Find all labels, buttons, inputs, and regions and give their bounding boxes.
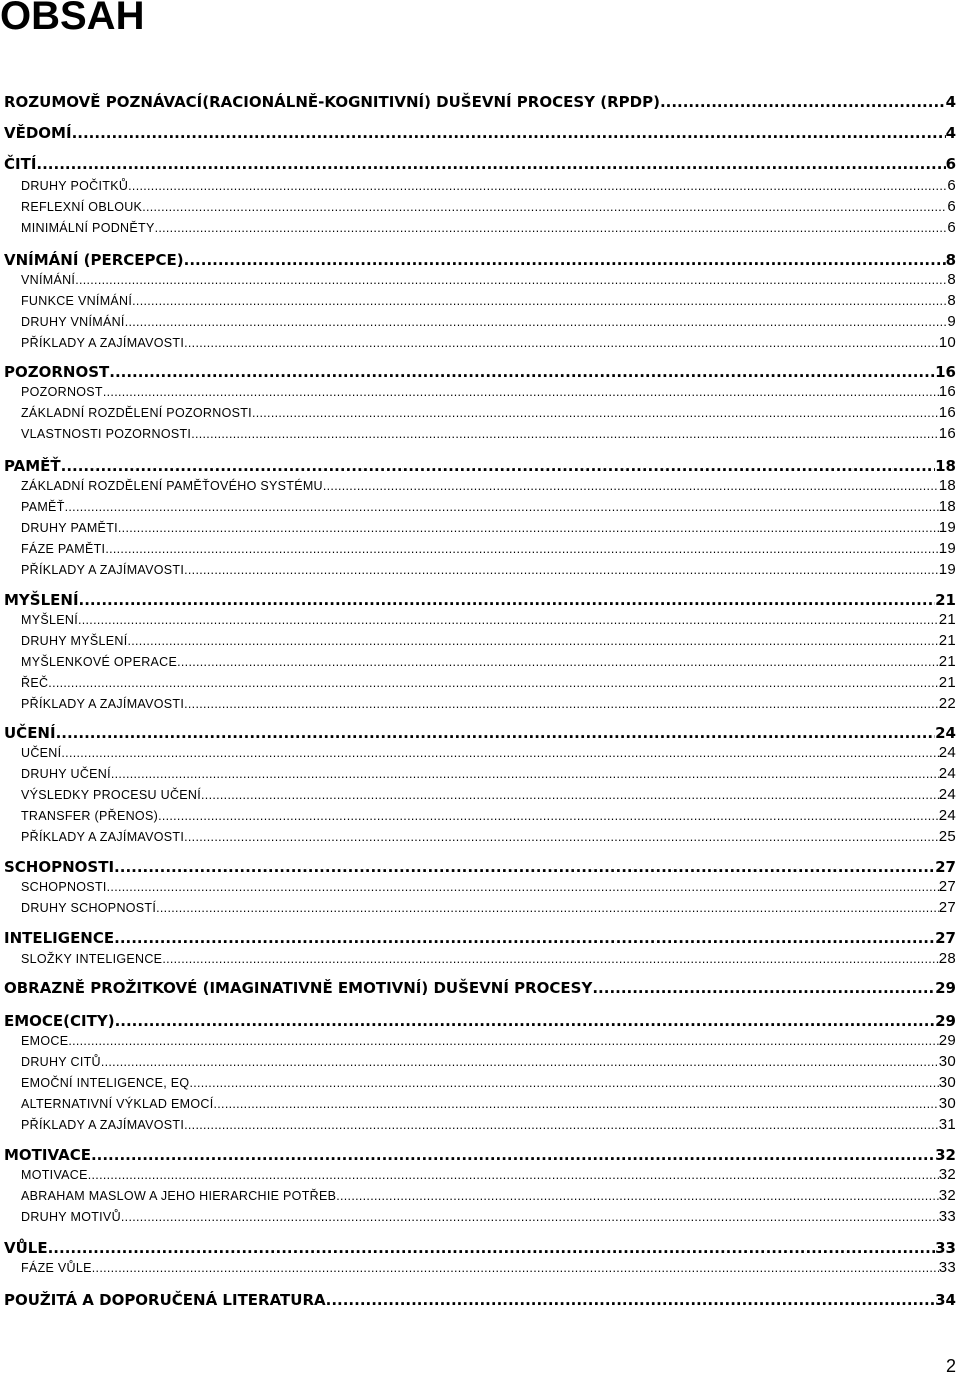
toc-section-entry[interactable]: [21, 561, 956, 579]
toc-chapter-entry[interactable]: [4, 590, 956, 610]
toc-leader-dots: [142, 198, 947, 216]
toc-leader-dots: [158, 807, 939, 825]
toc-section-entry[interactable]: [21, 1032, 956, 1050]
toc-leader-dots: [56, 723, 936, 743]
toc-leader-dots: [121, 1208, 939, 1226]
toc-section-entry[interactable]: [21, 292, 956, 310]
toc-entry-label: SCHOPNOSTI: [4, 858, 115, 876]
toc-entry-page: 19: [938, 561, 956, 578]
toc-entry-label: DRUHY SCHOPNOSTÍ: [21, 901, 157, 915]
toc-chapter-entry[interactable]: [4, 154, 956, 174]
toc-leader-dots: [92, 1259, 939, 1277]
toc-leader-dots: [323, 477, 939, 495]
toc-section-entry[interactable]: [21, 1095, 956, 1113]
toc-leader-dots: [252, 404, 939, 422]
toc-leader-dots: [114, 928, 935, 948]
toc-chapter-entry[interactable]: [4, 978, 956, 998]
toc-entry-page: 33: [935, 1239, 956, 1257]
toc-leader-dots: [48, 674, 938, 692]
toc-entry-label: DRUHY POČITKŮ: [21, 179, 129, 193]
toc-entry-page: 21: [938, 674, 956, 691]
toc-entry-page: 27: [938, 899, 956, 916]
toc-section-entry[interactable]: [21, 878, 956, 896]
toc-entry-label: FUNKCE VNÍMÁNÍ: [21, 294, 133, 308]
toc-section-entry[interactable]: [21, 653, 956, 671]
toc-entry-page: 31: [938, 1116, 956, 1133]
toc-leader-dots: [48, 1238, 936, 1258]
toc-entry-label: MOTIVACE: [21, 1168, 88, 1182]
toc-entry-label: VĚDOMÍ: [4, 124, 72, 142]
toc-section-entry[interactable]: [21, 899, 956, 917]
toc-section-entry[interactable]: [21, 765, 956, 783]
toc-entry-page: 25: [938, 828, 956, 845]
toc-entry-page: 30: [938, 1074, 956, 1091]
toc-leader-dots: [156, 899, 939, 917]
toc-entry-label: EMOCE(CITY): [4, 1012, 115, 1030]
toc-entry-label: EMOČNÍ INTELIGENCE, EQ: [21, 1076, 190, 1090]
toc-entry-label: ŘEČ: [21, 676, 49, 690]
toc-entry-label: FÁZE PAMĚTI: [21, 542, 106, 556]
toc-entry-label: PŘÍKLADY A ZAJÍMAVOSTI: [21, 697, 185, 711]
toc-entry-page: 6: [947, 177, 956, 194]
toc-entry-label: ABRAHAM MASLOW A JEHO HIERARCHIE POTŘEB: [21, 1189, 337, 1203]
toc-entry-label: PŘÍKLADY A ZAJÍMAVOSTI: [21, 1118, 185, 1132]
toc-entry-label: MYŠLENKOVÉ OPERACE: [21, 655, 178, 669]
toc-leader-dots: [177, 653, 939, 671]
toc-entry-page: 30: [938, 1053, 956, 1070]
toc-section-entry[interactable]: [21, 477, 956, 495]
toc-entry-label: PŘÍKLADY A ZAJÍMAVOSTI: [21, 563, 185, 577]
toc-entry-label: MINIMÁLNÍ PODNĚTY: [21, 221, 155, 235]
toc-section-entry[interactable]: [21, 313, 956, 331]
toc-entry-label: POUŽITÁ A DOPORUČENÁ LITERATURA: [4, 1291, 326, 1309]
toc-entry-page: 8: [945, 251, 956, 269]
toc-entry-page: 32: [938, 1187, 956, 1204]
toc-leader-dots: [201, 786, 939, 804]
toc-leader-dots: [72, 123, 946, 143]
toc-entry-page: 24: [938, 786, 956, 803]
toc-entry-label: DRUHY PAMĚTI: [21, 521, 118, 535]
toc-entry-label: FÁZE VŮLE: [21, 1261, 92, 1275]
page-title: OBSAH: [0, 0, 145, 38]
toc-entry-page: 18: [938, 477, 956, 494]
toc-entry-page: 16: [938, 383, 956, 400]
toc-leader-dots: [68, 1032, 938, 1050]
toc-section-entry[interactable]: [21, 219, 956, 237]
toc-leader-dots: [101, 1053, 939, 1071]
toc-section-entry[interactable]: [21, 198, 956, 216]
toc-leader-dots: [114, 857, 935, 877]
toc-entry-page: 29: [935, 1012, 956, 1030]
toc-section-entry[interactable]: [21, 632, 956, 650]
toc-entry-label: VŮLE: [4, 1239, 48, 1257]
toc-section-entry[interactable]: [21, 950, 956, 968]
toc-leader-dots: [189, 1074, 938, 1092]
toc-entry-page: 24: [938, 765, 956, 782]
toc-leader-dots: [105, 540, 938, 558]
toc-entry-label: OBRAZNĚ PROŽITKOVÉ (IMAGINATIVNĚ EMOTIVNÍ) DUŠEVNÍ PROCESY: [4, 979, 593, 997]
toc-entry-page: 10: [938, 334, 956, 351]
toc-leader-dots: [107, 878, 939, 896]
toc-leader-dots: [184, 334, 939, 352]
toc-entry-page: 32: [935, 1146, 956, 1164]
toc-entry-page: 27: [935, 929, 956, 947]
toc-leader-dots: [336, 1187, 938, 1205]
toc-chapter-entry[interactable]: [4, 1238, 956, 1258]
toc-leader-dots: [184, 695, 939, 713]
toc-leader-dots: [65, 498, 939, 516]
toc-entry-page: 33: [938, 1208, 956, 1225]
toc-leader-dots: [128, 177, 947, 195]
toc-leader-dots: [184, 250, 946, 270]
toc-entry-label: EMOCE: [21, 1034, 69, 1048]
toc-leader-dots: [75, 271, 947, 289]
toc-entry-page: 32: [938, 1166, 956, 1183]
toc-section-entry[interactable]: [21, 519, 956, 537]
toc-section-entry[interactable]: [21, 674, 956, 692]
toc-entry-page: 19: [938, 519, 956, 536]
toc-entry-label: VÝSLEDKY PROCESU UČENÍ: [21, 788, 202, 802]
toc-entry-label: PŘÍKLADY A ZAJÍMAVOSTI: [21, 830, 185, 844]
toc-section-entry[interactable]: [21, 425, 956, 443]
toc-entry-page: 33: [938, 1259, 956, 1276]
toc-chapter-entry[interactable]: [4, 928, 956, 948]
toc-entry-label: DRUHY MOTIVŮ: [21, 1210, 121, 1224]
toc-entry-page: 6: [947, 198, 956, 215]
toc-section-entry[interactable]: [21, 1259, 956, 1277]
toc-leader-dots: [214, 1095, 939, 1113]
toc-leader-dots: [78, 611, 939, 629]
toc-entry-page: 21: [935, 591, 956, 609]
toc-entry-page: 27: [938, 878, 956, 895]
toc-entry-page: 16: [938, 404, 956, 421]
toc-section-entry[interactable]: [21, 540, 956, 558]
toc-leader-dots: [184, 828, 939, 846]
toc-section-entry[interactable]: [21, 611, 956, 629]
toc-leader-dots: [79, 590, 936, 610]
toc-entry-label: VLASTNOSTI POZORNOSTI: [21, 427, 192, 441]
toc-entry-label: DRUHY UČENÍ: [21, 767, 111, 781]
toc-entry-page: 18: [938, 498, 956, 515]
toc-entry-label: REFLEXNÍ OBLOUK: [21, 200, 143, 214]
toc-section-entry[interactable]: [21, 404, 956, 422]
toc-entry-page: 8: [947, 271, 956, 288]
toc-section-entry[interactable]: [21, 498, 956, 516]
toc-entry-label: POZORNOST: [21, 385, 103, 399]
toc-entry-page: 21: [938, 611, 956, 628]
toc-entry-page: 4: [945, 93, 956, 111]
toc-entry-label: TRANSFER (PŘENOS): [21, 809, 159, 823]
toc-section-entry[interactable]: [21, 1208, 956, 1226]
toc-chapter-entry[interactable]: [4, 362, 956, 382]
toc-section-entry[interactable]: [21, 383, 956, 401]
toc-chapter-entry[interactable]: [4, 1145, 956, 1165]
toc-entry-label: UČENÍ: [21, 746, 62, 760]
toc-section-entry[interactable]: [21, 695, 956, 713]
toc-leader-dots: [132, 292, 947, 310]
toc-section-entry[interactable]: [21, 1166, 956, 1184]
toc-leader-dots: [191, 425, 938, 443]
toc-entry-label: DRUHY VNÍMÁNÍ: [21, 315, 125, 329]
toc-chapter-entry[interactable]: [4, 456, 956, 476]
toc-entry-page: 4: [945, 124, 956, 142]
toc-entry-page: 21: [938, 653, 956, 670]
toc-leader-dots: [162, 950, 938, 968]
toc-section-entry[interactable]: [21, 744, 956, 762]
toc-entry-page: 16: [935, 363, 956, 381]
toc-leader-dots: [61, 744, 938, 762]
toc-entry-label: UČENÍ: [4, 724, 56, 742]
toc-section-entry[interactable]: [21, 271, 956, 289]
toc-entry-label: ALTERNATIVNÍ VÝKLAD EMOCÍ: [21, 1097, 214, 1111]
toc-entry-label: POZORNOST: [4, 363, 110, 381]
toc-section-entry[interactable]: [21, 1116, 956, 1134]
toc-entry-label: PAMĚŤ: [4, 457, 61, 475]
toc-chapter-entry[interactable]: [4, 1011, 956, 1031]
toc-section-entry[interactable]: [21, 177, 956, 195]
toc-entry-label: PŘÍKLADY A ZAJÍMAVOSTI: [21, 336, 185, 350]
toc-leader-dots: [660, 92, 946, 112]
toc-leader-dots: [118, 519, 939, 537]
toc-entry-page: 6: [945, 155, 956, 173]
toc-entry-page: 28: [938, 950, 956, 967]
toc-entry-label: ZÁKLADNÍ ROZDĚLENÍ PAMĚŤOVÉHO SYSTÉMU: [21, 479, 323, 493]
toc-leader-dots: [127, 632, 938, 650]
toc-entry-page: 9: [947, 313, 956, 330]
toc-chapter-entry[interactable]: [4, 92, 956, 112]
toc-entry-label: INTELIGENCE: [4, 929, 115, 947]
toc-entry-page: 16: [938, 425, 956, 442]
toc-entry-page: 29: [938, 1032, 956, 1049]
toc-entry-page: 19: [938, 540, 956, 557]
toc-entry-label: DRUHY CITŮ: [21, 1055, 101, 1069]
toc-entry-label: MYŠLENÍ: [21, 613, 78, 627]
toc-section-entry[interactable]: [21, 786, 956, 804]
toc-chapter-entry[interactable]: [4, 123, 956, 143]
toc-leader-dots: [88, 1166, 939, 1184]
toc-leader-dots: [91, 1145, 935, 1165]
page-number: 2: [945, 1356, 956, 1376]
toc-leader-dots: [115, 1011, 936, 1031]
toc-entry-label: DRUHY MYŠLENÍ: [21, 634, 128, 648]
toc-chapter-entry[interactable]: [4, 250, 956, 270]
toc-entry-page: 24: [938, 744, 956, 761]
toc-chapter-entry[interactable]: [4, 723, 956, 743]
toc-chapter-entry[interactable]: [4, 1290, 956, 1310]
toc-entry-page: 24: [938, 807, 956, 824]
toc-entry-label: ČITÍ: [4, 155, 37, 173]
toc-section-entry[interactable]: [21, 1074, 956, 1092]
toc-entry-label: SCHOPNOSTI: [21, 880, 107, 894]
toc-entry-page: 24: [935, 724, 956, 742]
toc-leader-dots: [592, 978, 935, 998]
toc-entry-page: 27: [935, 858, 956, 876]
toc-entry-page: 21: [938, 632, 956, 649]
toc-leader-dots: [111, 765, 939, 783]
toc-leader-dots: [184, 561, 939, 579]
toc-entry-label: ROZUMOVĚ POZNÁVACÍ(RACIONÁLNĚ-KOGNITIVNÍ) DUŠEVNÍ PROCESY (RPDP): [4, 93, 660, 111]
toc-entry-page: 22: [938, 695, 956, 712]
toc-entry-page: 8: [947, 292, 956, 309]
toc-entry-page: 30: [938, 1095, 956, 1112]
toc-leader-dots: [61, 456, 935, 476]
toc-entry-label: SLOŽKY INTELIGENCE: [21, 952, 163, 966]
toc-entry-label: MYŠLENÍ: [4, 591, 79, 609]
toc-entry-page: 34: [935, 1291, 956, 1309]
toc-entry-label: VNÍMÁNÍ (PERCEPCE): [4, 251, 184, 269]
toc-leader-dots: [184, 1116, 939, 1134]
toc-section-entry[interactable]: [21, 334, 956, 352]
toc-chapter-entry[interactable]: [4, 857, 956, 877]
toc-leader-dots: [326, 1290, 936, 1310]
toc-entry-page: 6: [947, 219, 956, 236]
toc-leader-dots: [125, 313, 948, 331]
toc-leader-dots: [155, 219, 948, 237]
toc-section-entry[interactable]: [21, 1187, 956, 1205]
toc-section-entry[interactable]: [21, 807, 956, 825]
toc-leader-dots: [103, 383, 939, 401]
toc-entry-page: 29: [935, 979, 956, 997]
toc-entry-label: PAMĚŤ: [21, 500, 65, 514]
toc-section-entry[interactable]: [21, 1053, 956, 1071]
toc-leader-dots: [36, 154, 945, 174]
toc-entry-label: VNÍMÁNÍ: [21, 273, 76, 287]
toc-leader-dots: [109, 362, 935, 382]
toc-entry-label: MOTIVACE: [4, 1146, 91, 1164]
toc-entry-page: 18: [935, 457, 956, 475]
toc-section-entry[interactable]: [21, 828, 956, 846]
toc-entry-label: ZÁKLADNÍ ROZDĚLENÍ POZORNOSTI: [21, 406, 252, 420]
